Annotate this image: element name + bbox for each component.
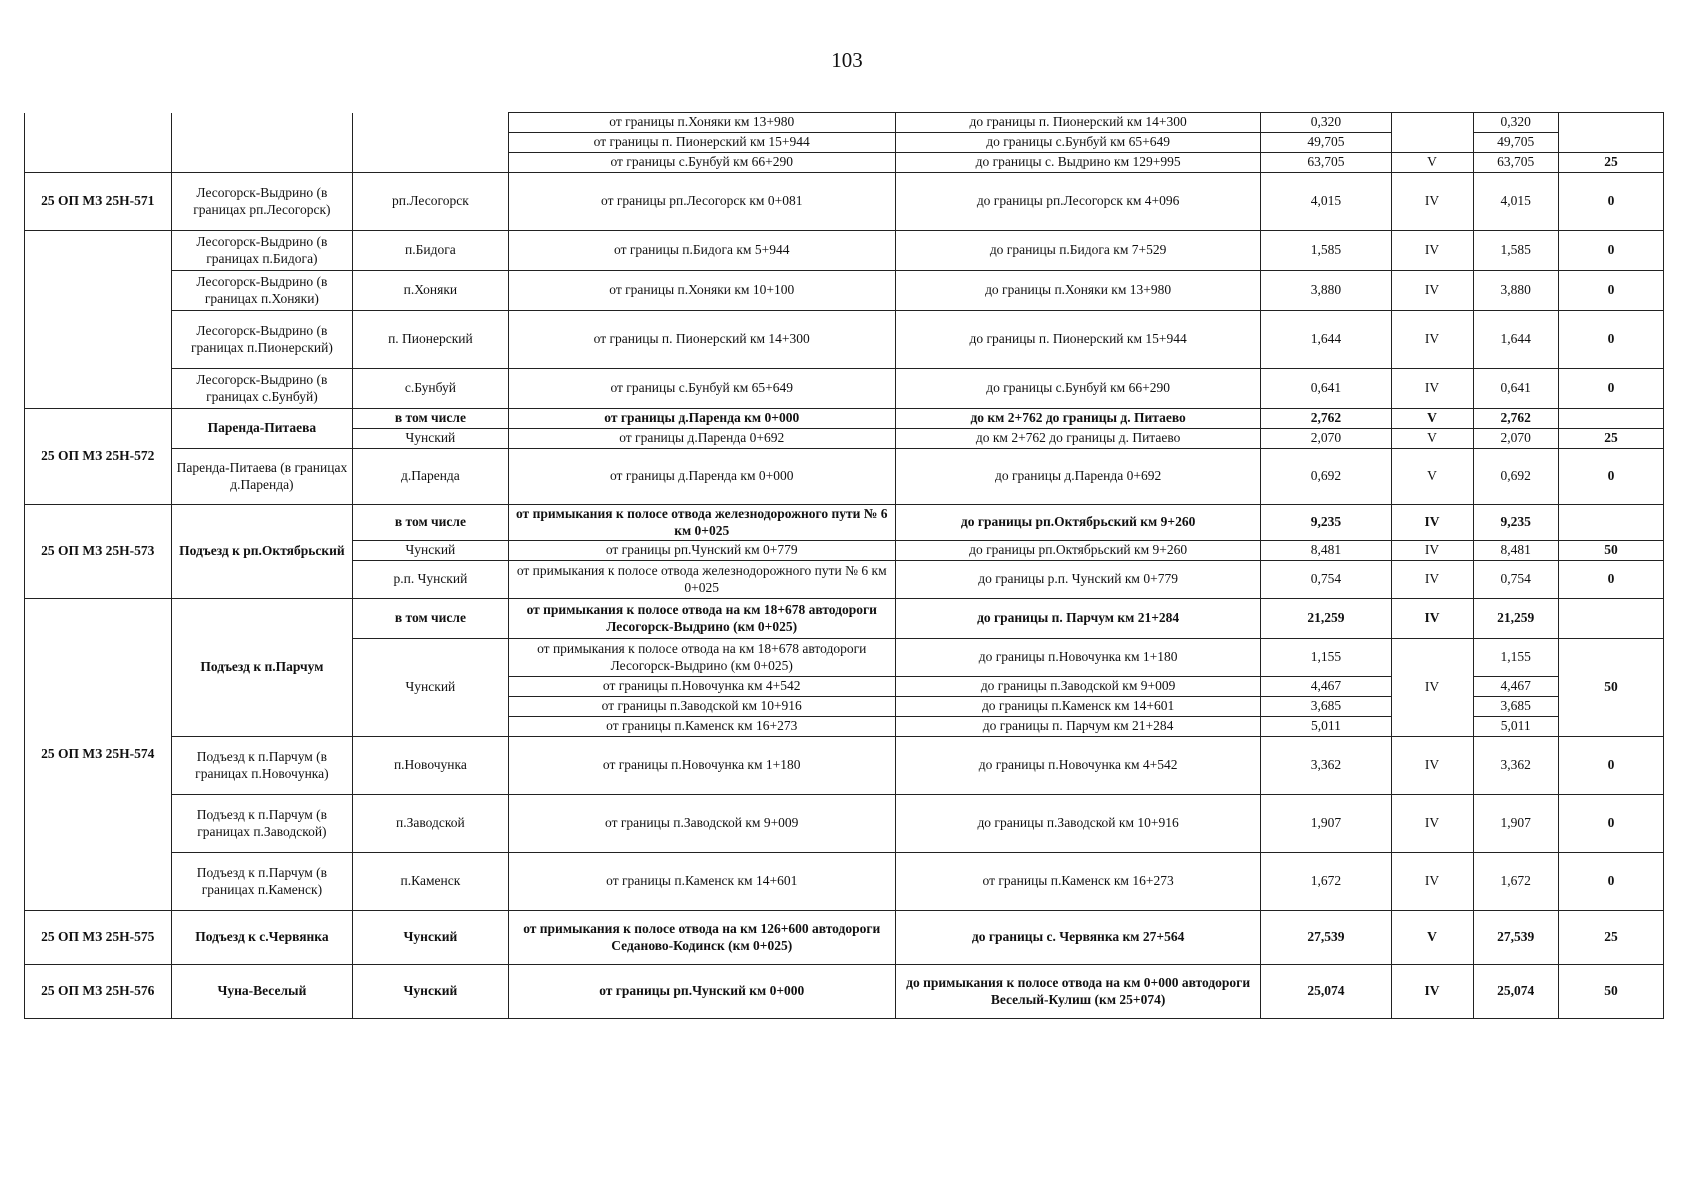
road-code-cell: 25 ОП МЗ 25Н-572 — [25, 409, 172, 505]
road-code-cell — [25, 231, 172, 409]
value-cell: 0 — [1558, 853, 1663, 911]
length-cell: 0,692 — [1261, 449, 1391, 505]
from-cell: от границы п.Заводской км 10+916 — [508, 697, 895, 717]
from-cell: от примыкания к полосе отвода на км 126+600 автодороги Седаново-Кодинск (км 0+025) — [508, 911, 895, 965]
place-cell — [353, 113, 508, 173]
from-cell: от примыкания к полосе отвода железнодорожного пути № 6 км 0+025 — [508, 561, 895, 599]
value-cell — [1558, 113, 1663, 153]
category-cell: V — [1391, 409, 1473, 429]
place-cell: рп.Лесогорск — [353, 173, 508, 231]
length-total-cell: 3,685 — [1473, 697, 1558, 717]
table-row — [25, 853, 1664, 911]
length-cell: 3,880 — [1261, 271, 1391, 311]
value-cell: 0 — [1558, 311, 1663, 369]
category-cell: IV — [1391, 231, 1473, 271]
from-cell: от границы п.Хоняки км 13+980 — [508, 113, 895, 133]
category-cell: IV — [1391, 541, 1473, 561]
length-cell: 1,155 — [1261, 639, 1391, 677]
length-cell: 0,320 — [1261, 113, 1391, 133]
road-code-cell: 25 ОП МЗ 25Н-574 — [25, 599, 172, 911]
to-cell: до границы п. Пионерский км 14+300 — [895, 113, 1260, 133]
to-cell: до границы п. Парчум км 21+284 — [895, 599, 1260, 639]
from-cell: от примыкания к полосе отвода на км 18+678 автодороги Лесогорск-Выдрино (км 0+025) — [508, 599, 895, 639]
road-code-cell: 25 ОП МЗ 25Н-573 — [25, 505, 172, 599]
length-cell: 2,070 — [1261, 429, 1391, 449]
category-cell: IV — [1391, 505, 1473, 541]
length-cell: 5,011 — [1261, 717, 1391, 737]
length-cell: 25,074 — [1261, 965, 1391, 1019]
value-cell: 50 — [1558, 965, 1663, 1019]
from-cell: от границы п.Бидога км 5+944 — [508, 231, 895, 271]
road-name-cell: Лесогорск-Выдрино (в границах рп.Лесогорск) — [171, 173, 353, 231]
place-cell: Чунский — [353, 911, 508, 965]
category-cell: IV — [1391, 271, 1473, 311]
from-cell: от границы с.Бунбуй км 65+649 — [508, 369, 895, 409]
value-cell: 0 — [1558, 173, 1663, 231]
table-row — [25, 271, 1664, 311]
length-total-cell: 2,070 — [1473, 429, 1558, 449]
to-cell: до границы п.Заводской км 10+916 — [895, 795, 1260, 853]
length-total-cell: 4,015 — [1473, 173, 1558, 231]
to-cell: до км 2+762 до границы д. Питаево — [895, 429, 1260, 449]
value-cell: 0 — [1558, 737, 1663, 795]
road-code-cell: 25 ОП МЗ 25Н-571 — [25, 173, 172, 231]
length-total-cell: 4,467 — [1473, 677, 1558, 697]
to-cell: до границы п. Пионерский км 15+944 — [895, 311, 1260, 369]
to-cell: до границы п. Парчум км 21+284 — [895, 717, 1260, 737]
category-cell: IV — [1391, 561, 1473, 599]
road-name-cell — [171, 113, 353, 173]
length-cell: 3,685 — [1261, 697, 1391, 717]
to-cell: до границы с. Выдрино км 129+995 — [895, 153, 1260, 173]
road-name-cell: Лесогорск-Выдрино (в границах п.Бидога) — [171, 231, 353, 271]
from-cell: от границы п.Заводской км 9+009 — [508, 795, 895, 853]
road-name-cell: Паренда-Питаева — [171, 409, 353, 449]
length-total-cell: 49,705 — [1473, 133, 1558, 153]
category-cell: IV — [1391, 173, 1473, 231]
category-cell: V — [1391, 153, 1473, 173]
length-cell: 1,672 — [1261, 853, 1391, 911]
to-cell: до примыкания к полосе отвода на км 0+000 автодороги Веселый-Кулиш (км 25+074) — [895, 965, 1260, 1019]
length-total-cell: 27,539 — [1473, 911, 1558, 965]
value-cell: 25 — [1558, 911, 1663, 965]
value-cell: 0 — [1558, 231, 1663, 271]
from-cell: от границы п.Каменск км 14+601 — [508, 853, 895, 911]
length-total-cell: 1,644 — [1473, 311, 1558, 369]
road-name-cell: Подъезд к п.Парчум — [171, 599, 353, 737]
table-row — [25, 911, 1664, 965]
from-cell: от границы д.Паренда 0+692 — [508, 429, 895, 449]
place-cell: п.Каменск — [353, 853, 508, 911]
roads-table — [24, 112, 1664, 1019]
category-cell — [1391, 113, 1473, 153]
category-cell: IV — [1391, 369, 1473, 409]
from-cell: от границы рп.Чунский км 0+779 — [508, 541, 895, 561]
from-cell: от границы рп.Чунский км 0+000 — [508, 965, 895, 1019]
from-cell: от примыкания к полосе отвода железнодорожного пути № 6 км 0+025 — [508, 505, 895, 541]
table-row — [25, 173, 1664, 231]
value-cell — [1558, 409, 1663, 429]
value-cell: 0 — [1558, 449, 1663, 505]
length-total-cell: 63,705 — [1473, 153, 1558, 173]
place-cell: в том числе — [353, 505, 508, 541]
to-cell: до границы рп.Лесогорск км 4+096 — [895, 173, 1260, 231]
length-cell: 1,907 — [1261, 795, 1391, 853]
value-cell: 50 — [1558, 541, 1663, 561]
length-total-cell: 1,907 — [1473, 795, 1558, 853]
category-cell: IV — [1391, 737, 1473, 795]
table-row — [25, 113, 1664, 133]
page-number: 103 — [831, 48, 863, 72]
category-cell: IV — [1391, 965, 1473, 1019]
place-cell: Чунский — [353, 639, 508, 737]
place-cell: р.п. Чунский — [353, 561, 508, 599]
road-name-cell: Подъезд к с.Червянка — [171, 911, 353, 965]
category-cell: IV — [1391, 599, 1473, 639]
to-cell: до границы с. Червянка км 27+564 — [895, 911, 1260, 965]
table-row — [25, 965, 1664, 1019]
length-total-cell: 0,641 — [1473, 369, 1558, 409]
from-cell: от границы п.Хоняки км 10+100 — [508, 271, 895, 311]
road-name-cell: Подъезд к п.Парчум (в границах п.Каменск) — [171, 853, 353, 911]
to-cell: до границы п.Новочунка км 4+542 — [895, 737, 1260, 795]
from-cell: от границы п.Новочунка км 4+542 — [508, 677, 895, 697]
table-row — [25, 737, 1664, 795]
place-cell: п.Хоняки — [353, 271, 508, 311]
road-name-cell: Подъезд к п.Парчум (в границах п.Новочунка) — [171, 737, 353, 795]
length-cell: 63,705 — [1261, 153, 1391, 173]
length-cell: 9,235 — [1261, 505, 1391, 541]
category-cell: IV — [1391, 853, 1473, 911]
category-cell: IV — [1391, 795, 1473, 853]
value-cell — [1558, 505, 1663, 541]
place-cell: п.Заводской — [353, 795, 508, 853]
from-cell: от границы д.Паренда км 0+000 — [508, 449, 895, 505]
length-cell: 0,641 — [1261, 369, 1391, 409]
table-row — [25, 505, 1664, 541]
table-row — [25, 449, 1664, 505]
length-cell: 21,259 — [1261, 599, 1391, 639]
to-cell: до границы с.Бунбуй км 66+290 — [895, 369, 1260, 409]
place-cell: Чунский — [353, 429, 508, 449]
road-name-cell: Чуна-Веселый — [171, 965, 353, 1019]
value-cell: 50 — [1558, 639, 1663, 737]
place-cell: д.Паренда — [353, 449, 508, 505]
to-cell: до границы п.Новочунка км 1+180 — [895, 639, 1260, 677]
to-cell: до границы д.Паренда 0+692 — [895, 449, 1260, 505]
length-total-cell: 0,754 — [1473, 561, 1558, 599]
table-row — [25, 599, 1664, 639]
to-cell: до границы п.Бидога км 7+529 — [895, 231, 1260, 271]
value-cell: 0 — [1558, 561, 1663, 599]
length-total-cell: 21,259 — [1473, 599, 1558, 639]
place-cell: п. Пионерский — [353, 311, 508, 369]
from-cell: от границы п. Пионерский км 15+944 — [508, 133, 895, 153]
place-cell: Чунский — [353, 541, 508, 561]
length-cell: 3,362 — [1261, 737, 1391, 795]
length-cell: 27,539 — [1261, 911, 1391, 965]
from-cell: от границы рп.Лесогорск км 0+081 — [508, 173, 895, 231]
category-cell: V — [1391, 449, 1473, 505]
road-name-cell: Подъезд к рп.Октябрьский — [171, 505, 353, 599]
to-cell: от границы п.Каменск км 16+273 — [895, 853, 1260, 911]
from-cell: от границы п.Новочунка км 1+180 — [508, 737, 895, 795]
length-total-cell: 1,672 — [1473, 853, 1558, 911]
table-row — [25, 409, 1664, 429]
place-cell: п.Новочунка — [353, 737, 508, 795]
to-cell: до границы рп.Октябрьский км 9+260 — [895, 541, 1260, 561]
to-cell: до границы п.Хоняки км 13+980 — [895, 271, 1260, 311]
length-total-cell: 2,762 — [1473, 409, 1558, 429]
from-cell: от примыкания к полосе отвода на км 18+678 автодороги Лесогорск-Выдрино (км 0+025) — [508, 639, 895, 677]
table-row — [25, 795, 1664, 853]
from-cell: от границы с.Бунбуй км 66+290 — [508, 153, 895, 173]
road-code-cell: 25 ОП МЗ 25Н-576 — [25, 965, 172, 1019]
place-cell: Чунский — [353, 965, 508, 1019]
place-cell: п.Бидога — [353, 231, 508, 271]
to-cell: до км 2+762 до границы д. Питаево — [895, 409, 1260, 429]
category-cell: IV — [1391, 311, 1473, 369]
from-cell: от границы д.Паренда км 0+000 — [508, 409, 895, 429]
place-cell: в том числе — [353, 409, 508, 429]
length-total-cell: 0,692 — [1473, 449, 1558, 505]
value-cell: 0 — [1558, 271, 1663, 311]
length-total-cell: 1,155 — [1473, 639, 1558, 677]
length-total-cell: 5,011 — [1473, 717, 1558, 737]
place-cell: с.Бунбуй — [353, 369, 508, 409]
value-cell — [1558, 599, 1663, 639]
table-row — [25, 231, 1664, 271]
length-cell: 0,754 — [1261, 561, 1391, 599]
length-total-cell: 9,235 — [1473, 505, 1558, 541]
value-cell: 25 — [1558, 153, 1663, 173]
road-name-cell: Лесогорск-Выдрино (в границах п.Хоняки) — [171, 271, 353, 311]
to-cell: до границы р.п. Чунский км 0+779 — [895, 561, 1260, 599]
value-cell: 0 — [1558, 795, 1663, 853]
length-cell: 4,015 — [1261, 173, 1391, 231]
value-cell: 25 — [1558, 429, 1663, 449]
to-cell: до границы рп.Октябрьский км 9+260 — [895, 505, 1260, 541]
table-row — [25, 311, 1664, 369]
value-cell: 0 — [1558, 369, 1663, 409]
length-cell: 1,644 — [1261, 311, 1391, 369]
length-total-cell: 8,481 — [1473, 541, 1558, 561]
to-cell: до границы п.Каменск км 14+601 — [895, 697, 1260, 717]
length-cell: 8,481 — [1261, 541, 1391, 561]
road-name-cell: Лесогорск-Выдрино (в границах п.Пионерский) — [171, 311, 353, 369]
road-name-cell: Подъезд к п.Парчум (в границах п.Заводской) — [171, 795, 353, 853]
length-cell: 4,467 — [1261, 677, 1391, 697]
category-cell: V — [1391, 911, 1473, 965]
road-name-cell: Паренда-Питаева (в границах д.Паренда) — [171, 449, 353, 505]
from-cell: от границы п.Каменск км 16+273 — [508, 717, 895, 737]
length-total-cell: 0,320 — [1473, 113, 1558, 133]
length-total-cell: 3,880 — [1473, 271, 1558, 311]
to-cell: до границы п.Заводской км 9+009 — [895, 677, 1260, 697]
road-name-cell: Лесогорск-Выдрино (в границах с.Бунбуй) — [171, 369, 353, 409]
length-total-cell: 25,074 — [1473, 965, 1558, 1019]
length-cell: 1,585 — [1261, 231, 1391, 271]
to-cell: до границы с.Бунбуй км 65+649 — [895, 133, 1260, 153]
table-row — [25, 369, 1664, 409]
length-total-cell: 3,362 — [1473, 737, 1558, 795]
category-cell: IV — [1391, 639, 1473, 737]
category-cell: V — [1391, 429, 1473, 449]
road-code-cell — [25, 113, 172, 173]
length-total-cell: 1,585 — [1473, 231, 1558, 271]
length-cell: 2,762 — [1261, 409, 1391, 429]
road-code-cell: 25 ОП МЗ 25Н-575 — [25, 911, 172, 965]
from-cell: от границы п. Пионерский км 14+300 — [508, 311, 895, 369]
place-cell: в том числе — [353, 599, 508, 639]
length-cell: 49,705 — [1261, 133, 1391, 153]
